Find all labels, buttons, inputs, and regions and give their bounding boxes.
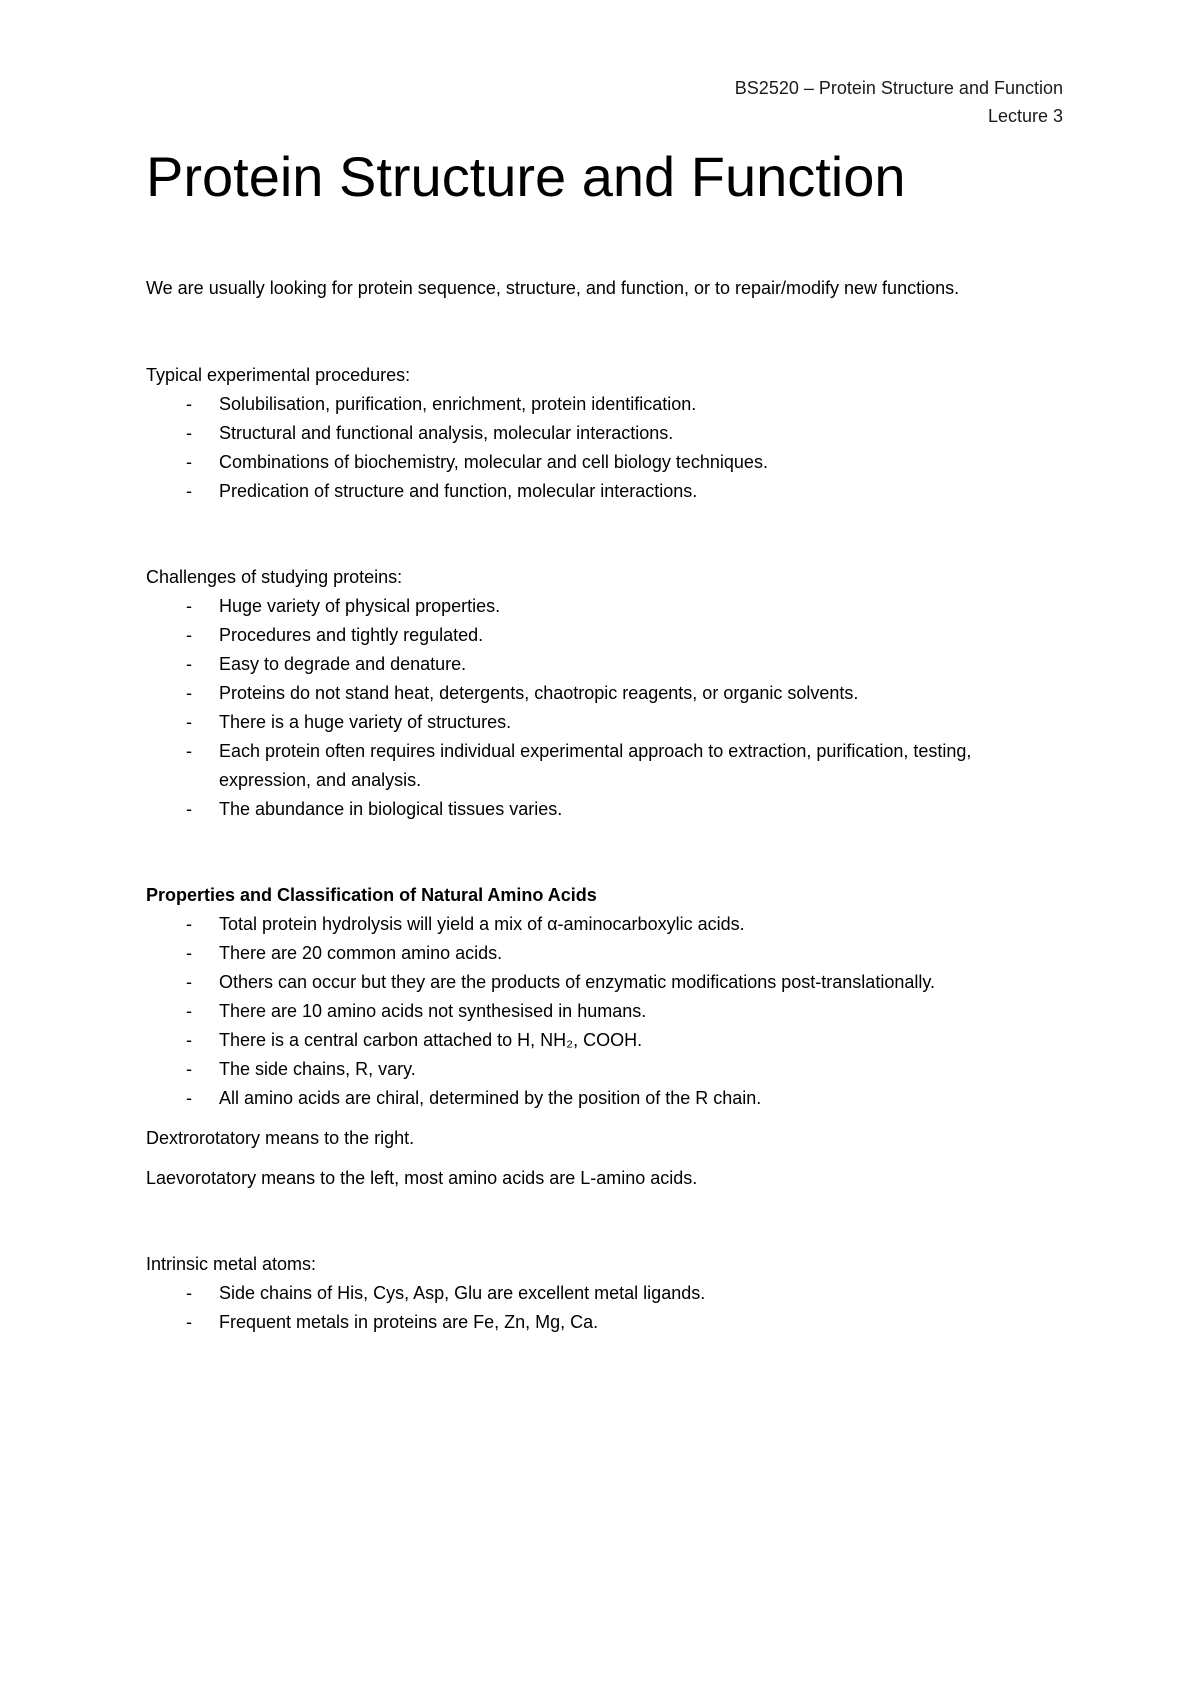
list-item: - Procedures and tightly regulated. (146, 621, 1066, 650)
list-item: - There are 10 amino acids not synthesised in humans. (146, 997, 1066, 1026)
document-body (146, 274, 1066, 1337)
list-item: - Easy to degrade and denature. (146, 650, 1066, 679)
amino-acids-heading: Properties and Classification of Natural Amino Acids (146, 885, 597, 905)
list-item: - Predication of structure and function, molecular interactions. (146, 477, 1066, 506)
course-header: BS2520 – Protein Structure and Function (734, 78, 1063, 98)
procedures-heading: Typical experimental procedures: (146, 365, 411, 385)
list-item: - There are 20 common amino acids. (146, 939, 1066, 968)
list-item: - Combinations of biochemistry, molecular and cell biology techniques. (146, 448, 1066, 477)
list-item: - Structural and functional analysis, molecular interactions. (146, 419, 1066, 448)
challenges-list (146, 592, 1066, 824)
list-item: - The abundance in biological tissues varies. (146, 795, 1066, 824)
list-item: - Others can occur but they are the products of enzymatic modifications post-translationally. (146, 968, 1066, 997)
list-item: - Frequent metals in proteins are Fe, Zn, Mg, Ca. (146, 1308, 1066, 1337)
list-item: - There is a central carbon attached to H, NH₂, COOH. (146, 1026, 1066, 1055)
lecture-number: Lecture 3 (987, 106, 1063, 126)
metals-heading: Intrinsic metal atoms: (146, 1254, 317, 1274)
list-item: - Total protein hydrolysis will yield a mix of α-aminocarboxylic acids. (146, 910, 1066, 939)
challenges-heading: Challenges of studying proteins: (146, 567, 403, 587)
intro-paragraph: We are usually looking for protein sequence, structure, and function, or to repair/modify new functions. (146, 278, 960, 298)
list-item: - There is a huge variety of structures. (146, 708, 1066, 737)
amino-acids-list (146, 910, 1066, 1113)
list-item: - Huge variety of physical properties. (146, 592, 1066, 621)
dextrorotatory-paragraph: Dextrorotatory means to the right. (146, 1128, 415, 1148)
document-title: Protein Structure and Function (146, 145, 906, 208)
list-item: - The side chains, R, vary. (146, 1055, 1066, 1084)
list-item: - Solubilisation, purification, enrichment, protein identification. (146, 390, 1066, 419)
list-item: - Side chains of His, Cys, Asp, Glu are excellent metal ligands. (146, 1279, 1066, 1308)
page-header (735, 74, 1063, 130)
list-item: - Each protein often requires individual experimental approach to extraction, purification, testing, expression, and analysis. (146, 737, 1066, 795)
list-item: - Proteins do not stand heat, detergents, chaotropic reagents, or organic solvents. (146, 679, 1066, 708)
procedures-list (146, 390, 1066, 506)
metals-list (146, 1279, 1066, 1337)
laevorotatory-paragraph: Laevorotatory means to the left, most amino acids are L-amino acids. (146, 1168, 698, 1188)
list-item: - All amino acids are chiral, determined by the position of the R chain. (146, 1084, 1066, 1113)
